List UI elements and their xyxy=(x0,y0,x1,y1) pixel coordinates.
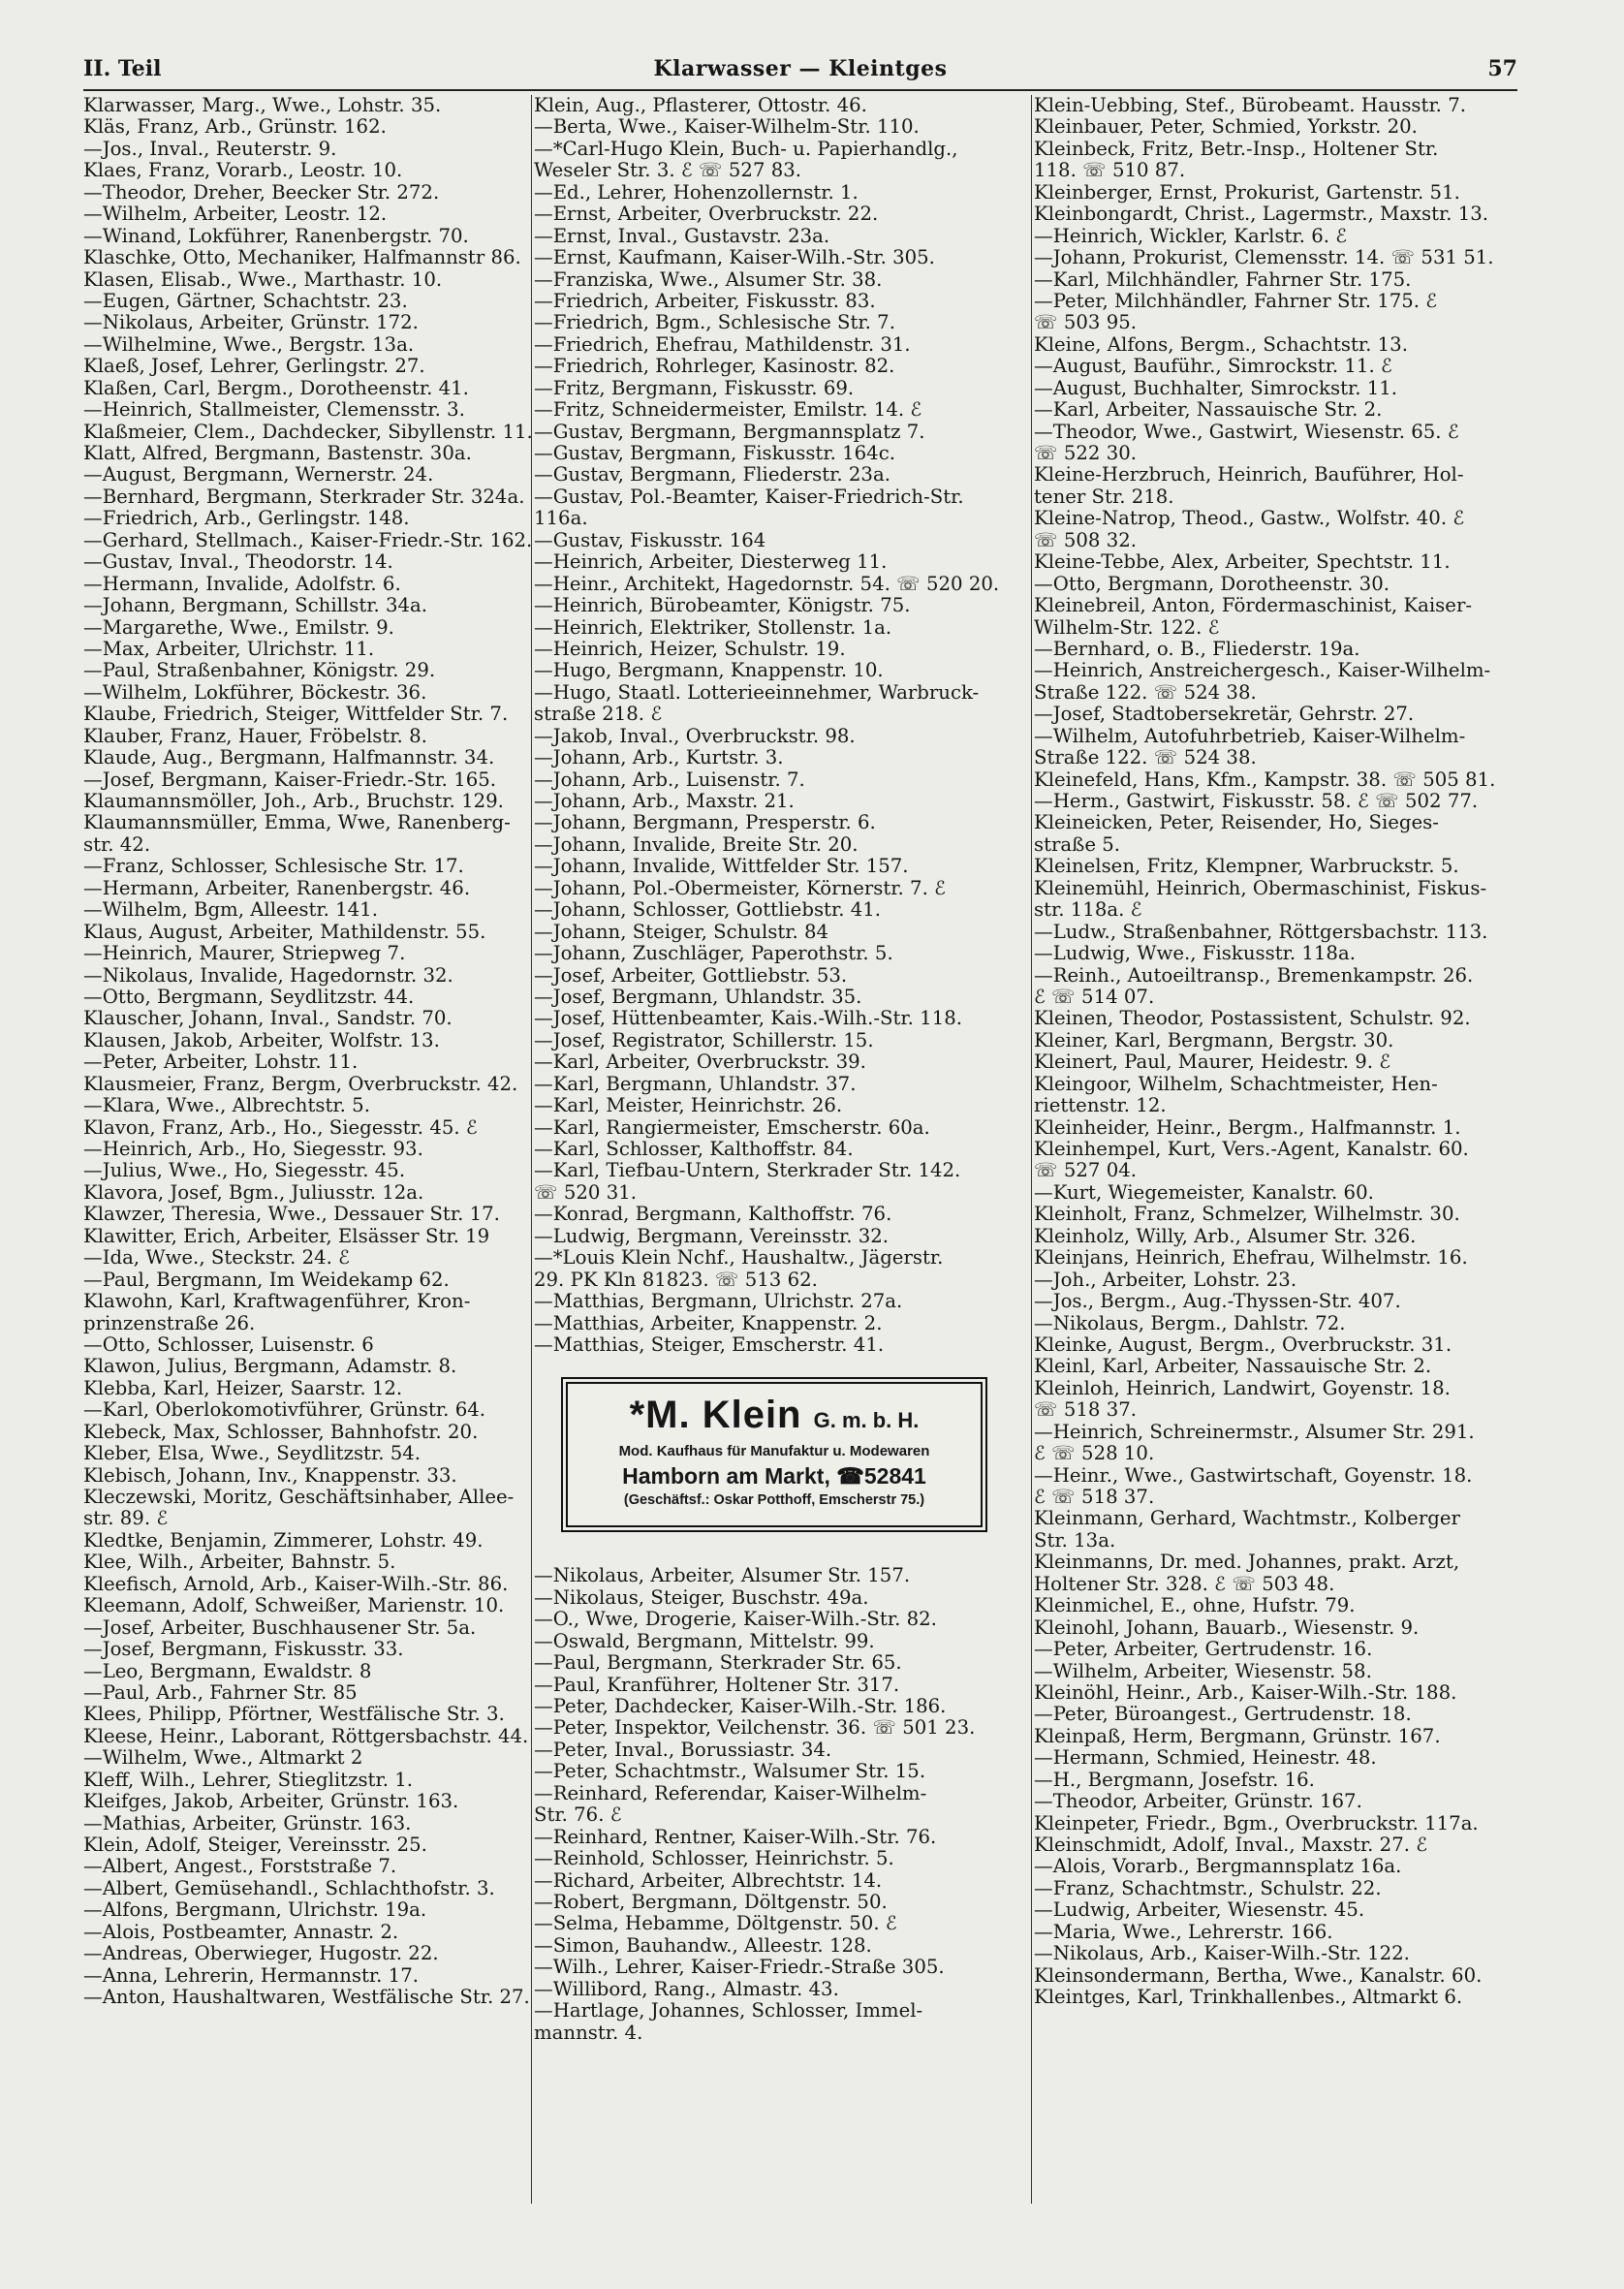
directory-entry: —Theodor, Dreher, Beecker Str. 272. xyxy=(83,180,440,204)
directory-entry: Klebeck, Max, Schlosser, Bahnhofstr. 20. xyxy=(83,1420,479,1443)
directory-entry: —Alois, Postbeamter, Annastr. 2. xyxy=(83,1920,399,1943)
directory-entry: —Heinrich, Wickler, Karlstr. 6. ℰ xyxy=(1034,224,1348,247)
directory-entry: —Albert, Angest., Forststraße 7. xyxy=(83,1855,397,1878)
directory-entry: ☏ 520 31. xyxy=(534,1180,638,1204)
directory-entry: Klein, Adolf, Steiger, Vereinsstr. 25. xyxy=(83,1834,427,1856)
directory-entry: —Heinrich, Maurer, Striepweg 7. xyxy=(83,942,406,965)
directory-entry: Kleinke, August, Bergm., Overbruckstr. 31. xyxy=(1034,1333,1452,1356)
directory-entry: —Anton, Haushaltwaren, Westfälische Str. 27. xyxy=(83,1986,530,2009)
directory-entry: —*Louis Klein Nchf., Haushaltw., Jägerstr. xyxy=(534,1246,944,1270)
directory-entry: Kleinmichel, E., ohne, Hufstr. 79. xyxy=(1034,1594,1356,1617)
directory-entry: Klaeß, Josef, Lehrer, Gerlingstr. 27. xyxy=(83,355,425,378)
directory-entry: —Gustav, Inval., Theodorstr. 14. xyxy=(83,550,393,574)
directory-entry: Klein, Aug., Pflasterer, Ottostr. 46. xyxy=(534,95,867,116)
directory-entry: Holtener Str. 328. ℰ ☏ 503 48. xyxy=(1034,1572,1335,1595)
directory-entry: —Nikolaus, Steiger, Buschstr. 49a. xyxy=(534,1585,869,1609)
directory-entry: Klarwasser, Marg., Wwe., Lohstr. 35. xyxy=(83,95,442,116)
directory-entry: tener Str. 218. xyxy=(1034,485,1174,508)
directory-entry: —Matthias, Bergmann, Ulrichstr. 27a. xyxy=(534,1290,903,1313)
directory-entry: —Karl, Rangiermeister, Emscherstr. 60a. xyxy=(534,1115,930,1139)
directory-entry: Klawon, Julius, Bergmann, Adamstr. 8. xyxy=(83,1355,457,1378)
directory-entry: Klaumannsmöller, Joh., Arb., Bruchstr. 129. xyxy=(83,790,504,812)
directory-entry: —Gustav, Bergmann, Fiskusstr. 164c. xyxy=(534,442,895,464)
ad-company-name: *M. Klein xyxy=(629,1394,802,1437)
directory-entry: —Mathias, Arbeiter, Grünstr. 163. xyxy=(83,1811,412,1834)
directory-entry: Kleefisch, Arnold, Arb., Kaiser-Wilh.-Str. 86. xyxy=(83,1572,509,1595)
directory-entry: —Paul, Straßenbahner, Königstr. 29. xyxy=(83,659,436,682)
directory-entry: —Bernhard, Bergmann, Sterkrader Str. 324a. xyxy=(83,485,525,508)
directory-entry: —Fritz, Schneidermeister, Emilstr. 14. ℰ xyxy=(534,398,922,422)
directory-entry: —Jos., Inval., Reuterstr. 9. xyxy=(83,137,337,160)
directory-entry: —Kurt, Wiegemeister, Kanalstr. 60. xyxy=(1034,1180,1374,1204)
directory-entry: ℰ ☏ 514 07. xyxy=(1034,985,1155,1008)
directory-entry: Klee, Wilh., Arbeiter, Bahnstr. 5. xyxy=(83,1551,396,1574)
directory-entry: —Alfons, Bergmann, Ulrichstr. 19a. xyxy=(83,1898,427,1922)
directory-entry: Kleifges, Jakob, Arbeiter, Grünstr. 163. xyxy=(83,1790,459,1813)
directory-entry: —Franz, Schachtmstr., Schulstr. 22. xyxy=(1034,1876,1382,1899)
directory-entry: Klaube, Friedrich, Steiger, Wittfelder Str. 7. xyxy=(83,703,509,726)
directory-entry: —Jos., Bergm., Aug.-Thyssen-Str. 407. xyxy=(1034,1290,1401,1313)
directory-entry: —Willibord, Rang., Almastr. 43. xyxy=(534,1977,839,2000)
directory-entry: —Paul, Bergmann, Sterkrader Str. 65. xyxy=(534,1651,902,1675)
directory-entry: —Wilhelm, Arbeiter, Wiesenstr. 58. xyxy=(1034,1659,1372,1682)
directory-entry: ☏ 508 32. xyxy=(1034,528,1138,551)
directory-entry: —Karl, Tiefbau-Untern, Sterkrader Str. 142. xyxy=(534,1159,961,1182)
directory-entry: mannstr. 4. xyxy=(534,2021,643,2044)
directory-entry: —Josef, Bergmann, Kaiser-Friedr.-Str. 165. xyxy=(83,768,497,791)
directory-entry: ☏ 518 37. xyxy=(1034,1398,1138,1422)
directory-entry: Klaßmeier, Clem., Dachdecker, Sibyllenstr. 11. xyxy=(83,420,533,443)
directory-entry: Kleese, Heinr., Laborant, Röttgersbachstr. 44. xyxy=(83,1724,529,1747)
directory-entry: Klausen, Jakob, Arbeiter, Wolfstr. 13. xyxy=(83,1028,440,1051)
directory-entry: ℰ ☏ 518 37. xyxy=(1034,1486,1155,1508)
directory-entry: Klein-Uebbing, Stef., Bürobeamt. Hausstr. 7. xyxy=(1034,95,1466,116)
directory-entry: —Heinrich, Bürobeamter, Königstr. 75. xyxy=(534,594,911,617)
directory-entry: —Friedrich, Rohrleger, Kasinostr. 82. xyxy=(534,355,895,378)
directory-entry: Kleineicken, Peter, Reisender, Ho, Sieges- xyxy=(1034,811,1439,834)
directory-entry: —Johann, Schlosser, Gottliebstr. 41. xyxy=(534,898,882,922)
directory-entry: Klavora, Josef, Bgm., Juliusstr. 12a. xyxy=(83,1180,424,1204)
directory-entry: —Leo, Bergmann, Ewaldstr. 8 xyxy=(83,1659,372,1682)
directory-entry: —Johann, Bergmann, Presperstr. 6. xyxy=(534,811,876,834)
directory-entry: —Johann, Bergmann, Schillstr. 34a. xyxy=(83,594,428,617)
directory-entry: —Heinrich, Arb., Ho, Siegesstr. 93. xyxy=(83,1138,423,1160)
column-2 xyxy=(531,95,1018,2204)
directory-entry: —O., Wwe, Drogerie, Kaiser-Wilh.-Str. 82. xyxy=(534,1608,937,1631)
directory-entry: —Friedrich, Bgm., Schlesische Str. 7. xyxy=(534,311,895,334)
directory-entry: Kleczewski, Moritz, Geschäftsinhaber, Allee- xyxy=(83,1486,515,1508)
directory-entry: —Johann, Arb., Kurtstr. 3. xyxy=(534,746,784,769)
directory-entry: Kleinebreil, Anton, Fördermaschinist, Kaiser- xyxy=(1034,594,1473,617)
directory-entry: Kleinschmidt, Adolf, Inval., Maxstr. 27. ℰ xyxy=(1034,1834,1428,1856)
directory-entry: —Heinrich, Arbeiter, Diesterweg 11. xyxy=(534,550,888,574)
directory-entry: Klebisch, Johann, Inv., Knappenstr. 33. xyxy=(83,1463,457,1487)
page-title: Klarwasser — Kleintges xyxy=(653,56,948,81)
ad-line-2 xyxy=(568,1461,981,1490)
directory-entry: —Josef, Stadtobersekretär, Gehrstr. 27. xyxy=(1034,703,1415,726)
directory-entry: —Nikolaus, Invalide, Hagedornstr. 32. xyxy=(83,963,453,987)
directory-entry: —Karl, Meister, Heinrichstr. 26. xyxy=(534,1094,843,1117)
directory-entry: —Wilhelmine, Wwe., Bergstr. 13a. xyxy=(83,332,415,356)
directory-entry: Kleintges, Karl, Trinkhallenbes., Altmarkt 6. xyxy=(1034,1986,1463,2009)
directory-entry: —Nikolaus, Arbeiter, Grünstr. 172. xyxy=(83,311,419,334)
directory-entry: —Nikolaus, Arbeiter, Alsumer Str. 157. xyxy=(534,1564,911,1587)
directory-entry: —Otto, Schlosser, Luisenstr. 6 xyxy=(83,1333,374,1356)
directory-entry: Kleinöhl, Heinr., Arb., Kaiser-Wilh.-Str. 188. xyxy=(1034,1680,1457,1704)
directory-entry: Kleinl, Karl, Arbeiter, Nassauische Str. 2. xyxy=(1034,1355,1432,1378)
directory-entry: —Josef, Hüttenbeamter, Kais.-Wilh.-Str. 118. xyxy=(534,1007,963,1030)
directory-entry: Kleinsondermann, Bertha, Wwe., Kanalstr. 60. xyxy=(1034,1963,1483,1987)
directory-entry: Kleinbongardt, Christ., Lagermstr., Maxstr. 13. xyxy=(1034,203,1489,226)
directory-entry: —Matthias, Arbeiter, Knappenstr. 2. xyxy=(534,1311,883,1334)
directory-entry: —Hermann, Schmied, Heinestr. 48. xyxy=(1034,1746,1377,1770)
directory-entry: Kleinemühl, Heinrich, Obermaschinist, Fiskus- xyxy=(1034,876,1487,899)
directory-entry: —Hartlage, Johannes, Schlosser, Immel- xyxy=(534,1999,923,2022)
directory-entry: —Fritz, Bergmann, Fiskusstr. 69. xyxy=(534,376,855,399)
directory-entry: —Wilhelm, Wwe., Altmarkt 2 xyxy=(83,1746,363,1770)
directory-entry: prinzenstraße 26. xyxy=(83,1311,256,1334)
directory-entry: Kleinholz, Willy, Arb., Alsumer Str. 326. xyxy=(1034,1224,1417,1247)
directory-entry: Kleinberger, Ernst, Prokurist, Gartenstr. 51. xyxy=(1034,180,1460,204)
directory-entry: Kleinbauer, Peter, Schmied, Yorkstr. 20. xyxy=(1034,115,1418,139)
directory-entry: —Margarethe, Wwe., Emilstr. 9. xyxy=(83,615,394,639)
directory-entry: —Herm., Gastwirt, Fiskusstr. 58. ℰ ☏ 502 77. xyxy=(1034,790,1479,812)
directory-entry: —Johann, Invalide, Wittfelder Str. 157. xyxy=(534,855,909,878)
directory-entry: —Eugen, Gärtner, Schachtstr. 23. xyxy=(83,289,408,312)
directory-entry: —Karl, Arbeiter, Overbruckstr. 39. xyxy=(534,1050,866,1074)
directory-entry: Kleinhempel, Kurt, Vers.-Agent, Kanalstr. 60. xyxy=(1034,1138,1469,1160)
directory-entry: —Ludwig, Arbeiter, Wiesenstr. 45. xyxy=(1034,1898,1365,1922)
directory-entry: —Ludwig, Bergmann, Vereinsstr. 32. xyxy=(534,1224,890,1247)
directory-entry: —Gustav, Pol.-Beamter, Kaiser-Friedrich-Str. xyxy=(534,485,964,508)
directory-entry: Kläs, Franz, Arb., Grünstr. 162. xyxy=(83,115,387,139)
directory-entry: —Friedrich, Arb., Gerlingstr. 148. xyxy=(83,507,410,530)
directory-entry: —Johann, Pol.-Obermeister, Körnerstr. 7. ℰ xyxy=(534,876,947,899)
directory-entry: Weseler Str. 3. ℰ ☏ 527 83. xyxy=(534,159,802,182)
ad-phone: 52841 xyxy=(863,1463,926,1489)
directory-entry: —Selma, Hebamme, Döltgenstr. 50. ℰ xyxy=(534,1912,897,1935)
directory-entry: Str. 76. ℰ xyxy=(534,1803,622,1827)
directory-entry: —Josef, Registrator, Schillerstr. 15. xyxy=(534,1028,874,1051)
directory-entry: —Matthias, Steiger, Emscherstr. 41. xyxy=(534,1333,885,1356)
directory-entry: —Peter, Inval., Borussiastr. 34. xyxy=(534,1738,832,1761)
directory-entry: str. 89. ℰ xyxy=(83,1507,169,1530)
directory-entry: —Wilhelm, Arbeiter, Leostr. 12. xyxy=(83,203,388,226)
directory-entry: —Peter, Arbeiter, Lohstr. 11. xyxy=(83,1050,359,1074)
directory-entry: —Wilhelm, Lokführer, Böckestr. 36. xyxy=(83,680,427,704)
directory-entry: —Heinr., Wwe., Gastwirtschaft, Goyenstr. 18. xyxy=(1034,1463,1473,1487)
directory-entry: —August, Bauführ., Simrockstr. 11. ℰ xyxy=(1034,355,1392,378)
directory-entry: Straße 122. ☏ 524 38. xyxy=(1034,746,1257,769)
directory-entry: Kleinmanns, Dr. med. Johannes, prakt. Arzt, xyxy=(1034,1551,1460,1574)
directory-entry: —Ida, Wwe., Steckstr. 24. ℰ xyxy=(83,1246,351,1270)
directory-entry: Klauscher, Johann, Inval., Sandstr. 70. xyxy=(83,1007,453,1030)
directory-entry: —Josef, Bergmann, Fiskusstr. 33. xyxy=(83,1638,404,1661)
directory-entry: —Johann, Arb., Luisenstr. 7. xyxy=(534,768,805,791)
directory-entry: Kleine, Alfons, Bergm., Schachtstr. 13. xyxy=(1034,332,1408,356)
directory-entry: riettenstr. 12. xyxy=(1034,1094,1167,1117)
directory-entry: Klaschke, Otto, Mechaniker, Halfmannstr 86. xyxy=(83,246,521,269)
directory-entry: —Nikolaus, Bergm., Dahlstr. 72. xyxy=(1034,1311,1346,1334)
directory-entry: Kleinert, Paul, Maurer, Heidestr. 9. ℰ xyxy=(1034,1050,1391,1074)
directory-entry: —Ernst, Kaufmann, Kaiser-Wilh.-Str. 305. xyxy=(534,246,935,269)
directory-entry: straße 5. xyxy=(1034,832,1121,856)
directory-entry: Klavon, Franz, Arb., Ho., Siegesstr. 45. ℰ xyxy=(83,1115,478,1139)
directory-entry: —Otto, Bergmann, Seydlitzstr. 44. xyxy=(83,985,415,1008)
directory-entry: Klees, Philipp, Pförtner, Westfälische Str. 3. xyxy=(83,1703,505,1726)
directory-entry: Klaßen, Carl, Bergm., Dorotheenstr. 41. xyxy=(83,376,469,399)
directory-entry: —Richard, Arbeiter, Albrechtstr. 14. xyxy=(534,1868,883,1892)
directory-entry: —Gerhard, Stellmach., Kaiser-Friedr.-Str. 162. xyxy=(83,528,533,551)
directory-entry: —Maria, Wwe., Lehrerstr. 166. xyxy=(1034,1920,1333,1943)
directory-entry: —Ludwig, Wwe., Fiskusstr. 118a. xyxy=(1034,942,1356,965)
directory-entry: —Joh., Arbeiter, Lohstr. 23. xyxy=(1034,1268,1297,1291)
directory-entry: —Albert, Gemüsehandl., Schlachthofstr. 3. xyxy=(83,1876,495,1899)
directory-entry: —Otto, Bergmann, Dorotheenstr. 30. xyxy=(1034,572,1390,595)
directory-entry: —Hugo, Staatl. Lotterieeinnehmer, Warbruck- xyxy=(534,680,980,704)
directory-entry: —Josef, Bergmann, Uhlandstr. 35. xyxy=(534,985,862,1008)
directory-entry: Kleine-Tebbe, Alex, Arbeiter, Spechtstr. 11. xyxy=(1034,550,1451,574)
directory-entry: —Ludw., Straßenbahner, Röttgersbachstr. 113. xyxy=(1034,920,1488,943)
directory-entry: Kleemann, Adolf, Schweißer, Marienstr. 10. xyxy=(83,1594,505,1617)
directory-entry: —Paul, Arb., Fahrner Str. 85 xyxy=(83,1680,358,1704)
directory-entry: —Karl, Oberlokomotivführer, Grünstr. 64. xyxy=(83,1398,486,1422)
column-1 xyxy=(83,95,556,2009)
directory-entry: —Alois, Vorarb., Bergmannsplatz 16a. xyxy=(1034,1855,1402,1878)
directory-entry: —Heinrich, Stallmeister, Clemensstr. 3. xyxy=(83,398,465,422)
directory-entry: —Bernhard, o. B., Fliederstr. 19a. xyxy=(1034,637,1360,660)
directory-entry: Kleinholt, Franz, Schmelzer, Wilhelmstr. 30. xyxy=(1034,1203,1460,1226)
directory-entry: —Johann, Zuschläger, Paperothstr. 5. xyxy=(534,942,893,965)
directory-entry: —Friedrich, Arbeiter, Fiskusstr. 83. xyxy=(534,289,876,312)
directory-entry: —Theodor, Wwe., Gastwirt, Wiesenstr. 65. ℰ xyxy=(1034,420,1459,443)
directory-entry: Kleiner, Karl, Bergmann, Bergstr. 30. xyxy=(1034,1028,1394,1051)
page-number: 57 xyxy=(1487,56,1517,81)
directory-entry: Kleinpeter, Friedr., Bgm., Overbruckstr. 117a. xyxy=(1034,1811,1479,1834)
directory-entry: —Andreas, Oberwieger, Hugostr. 22. xyxy=(83,1942,439,1965)
directory-entry: —Hermann, Arbeiter, Ranenbergstr. 46. xyxy=(83,876,471,899)
directory-entry: Kleinelsen, Fritz, Klempner, Warbruckstr. 5. xyxy=(1034,855,1459,878)
directory-entry: —Reinhard, Rentner, Kaiser-Wilh.-Str. 76. xyxy=(534,1825,937,1848)
directory-entry: —Reinh., Autoeiltransp., Bremenkampstr. 26. xyxy=(1034,963,1474,987)
directory-entry: Kleinmann, Gerhard, Wachtmstr., Kolberger xyxy=(1034,1507,1460,1530)
directory-entry: —Wilhelm, Bgm, Alleestr. 141. xyxy=(83,898,378,922)
directory-entry: —Winand, Lokführer, Ranenbergstr. 70. xyxy=(83,224,469,247)
directory-entry: —Ernst, Arbeiter, Overbruckstr. 22. xyxy=(534,203,879,226)
directory-entry: —August, Buchhalter, Simrockstr. 11. xyxy=(1034,376,1398,399)
directory-entry: Kleinloh, Heinrich, Landwirt, Goyenstr. 18. xyxy=(1034,1376,1451,1399)
directory-entry: Klaude, Aug., Bergmann, Halfmannstr. 34. xyxy=(83,746,495,769)
directory-entry: —Heinrich, Elektriker, Stollenstr. 1a. xyxy=(534,615,892,639)
directory-entry: —Heinrich, Heizer, Schulstr. 19. xyxy=(534,637,846,660)
directory-entry: —Klara, Wwe., Albrechtstr. 5. xyxy=(83,1094,370,1117)
directory-entry: Kledtke, Benjamin, Zimmerer, Lohstr. 49. xyxy=(83,1528,484,1552)
directory-entry: 116a. xyxy=(534,507,588,530)
directory-entry: —Konrad, Bergmann, Kalthoffstr. 76. xyxy=(534,1203,892,1226)
directory-entry: —Josef, Arbeiter, Gottliebstr. 53. xyxy=(534,963,848,987)
directory-entry: —Johann, Invalide, Breite Str. 20. xyxy=(534,832,859,856)
directory-entry: —Johann, Arb., Maxstr. 21. xyxy=(534,790,795,812)
directory-entry: Kleinen, Theodor, Postassistent, Schulstr. 92. xyxy=(1034,1007,1471,1030)
directory-entry: —Robert, Bergmann, Döltgenstr. 50. xyxy=(534,1890,888,1913)
directory-entry: —Julius, Wwe., Ho, Siegesstr. 45. xyxy=(83,1159,406,1182)
directory-entry: —Peter, Dachdecker, Kaiser-Wilh.-Str. 186. xyxy=(534,1695,947,1717)
directory-entry: —Franziska, Wwe., Alsumer Str. 38. xyxy=(534,267,883,291)
column-3 xyxy=(1031,95,1530,2204)
directory-entry: —Oswald, Bergmann, Mittelstr. 99. xyxy=(534,1629,875,1652)
directory-entry: Klaumannsmüller, Emma, Wwe, Ranenberg- xyxy=(83,811,511,834)
directory-entry: Kleinheider, Heinr., Bergm., Halfmannstr. 1. xyxy=(1034,1115,1461,1139)
advertisement-box xyxy=(561,1377,987,1532)
directory-entry: —Johann, Prokurist, Clemensstr. 14. ☏ 531 51. xyxy=(1034,246,1494,269)
directory-entry: —Karl, Bergmann, Uhlandstr. 37. xyxy=(534,1072,857,1095)
directory-entry: Klaes, Franz, Vorarb., Leostr. 10. xyxy=(83,159,403,182)
directory-entry: —Reinhold, Schlosser, Heinrichstr. 5. xyxy=(534,1847,894,1870)
directory-entry: —Paul, Kranführer, Holtener Str. 317. xyxy=(534,1673,900,1696)
directory-entry: Klasen, Elisab., Wwe., Marthastr. 10. xyxy=(83,267,443,291)
directory-entry: —Peter, Arbeiter, Gertrudenstr. 16. xyxy=(1034,1638,1373,1661)
directory-entry: —Reinhard, Referendar, Kaiser-Wilhelm- xyxy=(534,1781,927,1804)
directory-entry: straße 218. ℰ xyxy=(534,703,663,726)
directory-entry: Klaus, August, Arbeiter, Mathildenstr. 55. xyxy=(83,920,486,943)
directory-entry: —Franz, Schlosser, Schlesische Str. 17. xyxy=(83,855,464,878)
directory-entry: —Max, Arbeiter, Ulrichstr. 11. xyxy=(83,637,375,660)
directory-entry: —Karl, Milchhändler, Fahrner Str. 175. xyxy=(1034,267,1412,291)
directory-entry: 29. PK Kln 81823. ☏ 513 62. xyxy=(534,1268,818,1291)
ad-location: Hamborn am Markt, xyxy=(622,1463,830,1489)
directory-entry: Kleff, Wilh., Lehrer, Stieglitzstr. 1. xyxy=(83,1768,414,1791)
directory-entry: —Gustav, Fiskusstr. 164 xyxy=(534,528,766,551)
directory-entry: Kleber, Elsa, Wwe., Seydlitzstr. 54. xyxy=(83,1442,422,1465)
directory-entry: —Heinrich, Anstreichergesch., Kaiser-Wilhelm- xyxy=(1034,659,1491,682)
ad-line-3: (Geschäftsf.: Oskar Potthoff, Emscherstr 75.) xyxy=(623,1492,925,1509)
directory-entry: Klawzer, Theresia, Wwe., Dessauer Str. 17. xyxy=(83,1203,500,1226)
directory-entry: Klebba, Karl, Heizer, Saarstr. 12. xyxy=(83,1376,403,1399)
directory-entry: —Johann, Steiger, Schulstr. 84 xyxy=(534,920,829,943)
directory-entry: —Ernst, Inval., Gustavstr. 23a. xyxy=(534,224,830,247)
directory-entry: —Heinrich, Schreinermstr., Alsumer Str. 291. xyxy=(1034,1420,1475,1443)
ad-title xyxy=(568,1394,981,1442)
directory-entry: —Simon, Bauhandw., Alleestr. 128. xyxy=(534,1933,872,1957)
directory-entry: ☏ 527 04. xyxy=(1034,1159,1138,1182)
directory-entry: —Hugo, Bergmann, Knappenstr. 10. xyxy=(534,659,884,682)
directory-entry: Str. 13a. xyxy=(1034,1528,1116,1552)
directory-entry: Kleinjans, Heinrich, Ehefrau, Wilhelmstr. 16. xyxy=(1034,1246,1468,1270)
directory-entry: —Heinr., Architekt, Hagedornstr. 54. ☏ 520 20. xyxy=(534,572,1000,595)
directory-entry: —Paul, Bergmann, Im Weidekamp 62. xyxy=(83,1268,450,1291)
directory-entry: —H., Bergmann, Josefstr. 16. xyxy=(1034,1768,1315,1791)
directory-entry: Kleine-Herzbruch, Heinrich, Bauführer, Hol- xyxy=(1034,463,1464,486)
directory-entry: —Anna, Lehrerin, Hermannstr. 17. xyxy=(83,1963,419,1987)
section-label: II. Teil xyxy=(83,56,162,81)
directory-entry: ℰ ☏ 528 10. xyxy=(1034,1442,1155,1465)
directory-entry: —Ed., Lehrer, Hohenzollernstr. 1. xyxy=(534,180,859,204)
directory-entry: str. 42. xyxy=(83,832,151,856)
directory-entry: —Peter, Inspektor, Veilchenstr. 36. ☏ 501 23. xyxy=(534,1716,976,1740)
directory-entry: —Jakob, Inval., Overbruckstr. 98. xyxy=(534,724,856,747)
directory-entry: —Theodor, Arbeiter, Grünstr. 167. xyxy=(1034,1790,1362,1813)
directory-entry: 118. ☏ 510 87. xyxy=(1034,159,1186,182)
page-header xyxy=(83,50,1517,91)
directory-entry: ☏ 522 30. xyxy=(1034,442,1138,464)
directory-entry: Kleinefeld, Hans, Kfm., Kampstr. 38. ☏ 505 81. xyxy=(1034,768,1496,791)
directory-entry: —Karl, Schlosser, Kalthoffstr. 84. xyxy=(534,1138,854,1160)
directory-entry: —Friedrich, Ehefrau, Mathildenstr. 31. xyxy=(534,332,911,356)
directory-entry: ☏ 503 95. xyxy=(1034,311,1138,334)
directory-entry: Kleinpaß, Herm, Bergmann, Grünstr. 167. xyxy=(1034,1724,1441,1747)
directory-entry: Klawitter, Erich, Arbeiter, Elsässer Str. 19 xyxy=(83,1224,490,1247)
directory-entry: Klausmeier, Franz, Bergm, Overbruckstr. 42. xyxy=(83,1072,518,1095)
directory-entry: Kleinbeck, Fritz, Betr.-Insp., Holtener Str. xyxy=(1034,137,1439,160)
directory-entry: —*Carl-Hugo Klein, Buch- u. Papierhandlg., xyxy=(534,137,958,160)
ad-company-suffix: G. m. b. H. xyxy=(813,1408,920,1433)
directory-entry: —Peter, Schachtmstr., Walsumer Str. 15. xyxy=(534,1760,926,1783)
directory-entry: —Berta, Wwe., Kaiser-Wilhelm-Str. 110. xyxy=(534,115,920,139)
directory-entry: —Peter, Büroangest., Gertrudenstr. 18. xyxy=(1034,1703,1412,1726)
directory-entry: —Josef, Arbeiter, Buschhausener Str. 5a. xyxy=(83,1615,477,1639)
directory-entry: Klauber, Franz, Hauer, Fröbelstr. 8. xyxy=(83,724,427,747)
directory-entry: —Gustav, Bergmann, Bergmannsplatz 7. xyxy=(534,420,925,443)
directory-entry: str. 118a. ℰ xyxy=(1034,898,1142,922)
phone-icon: ☎ xyxy=(836,1463,864,1489)
directory-entry: —Gustav, Bergmann, Fliederstr. 23a. xyxy=(534,463,890,486)
directory-entry: —Karl, Arbeiter, Nassauische Str. 2. xyxy=(1034,398,1383,422)
directory-entry: Kleingoor, Wilhelm, Schachtmeister, Hen- xyxy=(1034,1072,1438,1095)
directory-entry: Kleinohl, Johann, Bauarb., Wiesenstr. 9. xyxy=(1034,1615,1420,1639)
directory-entry: Klatt, Alfred, Bergmann, Bastenstr. 30a. xyxy=(83,442,472,464)
directory-entry: —Wilh., Lehrer, Kaiser-Friedr.-Straße 305. xyxy=(534,1956,945,1979)
directory-entry: —August, Bergmann, Wernerstr. 24. xyxy=(83,463,434,486)
directory-entry: —Nikolaus, Arb., Kaiser-Wilh.-Str. 122. xyxy=(1034,1942,1410,1965)
directory-entry: —Wilhelm, Autofuhrbetrieb, Kaiser-Wilhelm- xyxy=(1034,724,1466,747)
directory-entry: —Peter, Milchhändler, Fahrner Str. 175. ℰ xyxy=(1034,289,1438,312)
directory-entry: Straße 122. ☏ 524 38. xyxy=(1034,680,1257,704)
directory-entry: Klawohn, Karl, Kraftwagenführer, Kron- xyxy=(83,1290,471,1313)
directory-entry: Kleine-Natrop, Theod., Gastw., Wolfstr. 40. ℰ xyxy=(1034,507,1465,530)
ad-line-1: Mod. Kaufhaus für Manufaktur u. Modewaren xyxy=(618,1443,930,1460)
directory-entry: —Hermann, Invalide, Adolfstr. 6. xyxy=(83,572,401,595)
directory-entry: Wilhelm-Str. 122. ℰ xyxy=(1034,615,1220,639)
